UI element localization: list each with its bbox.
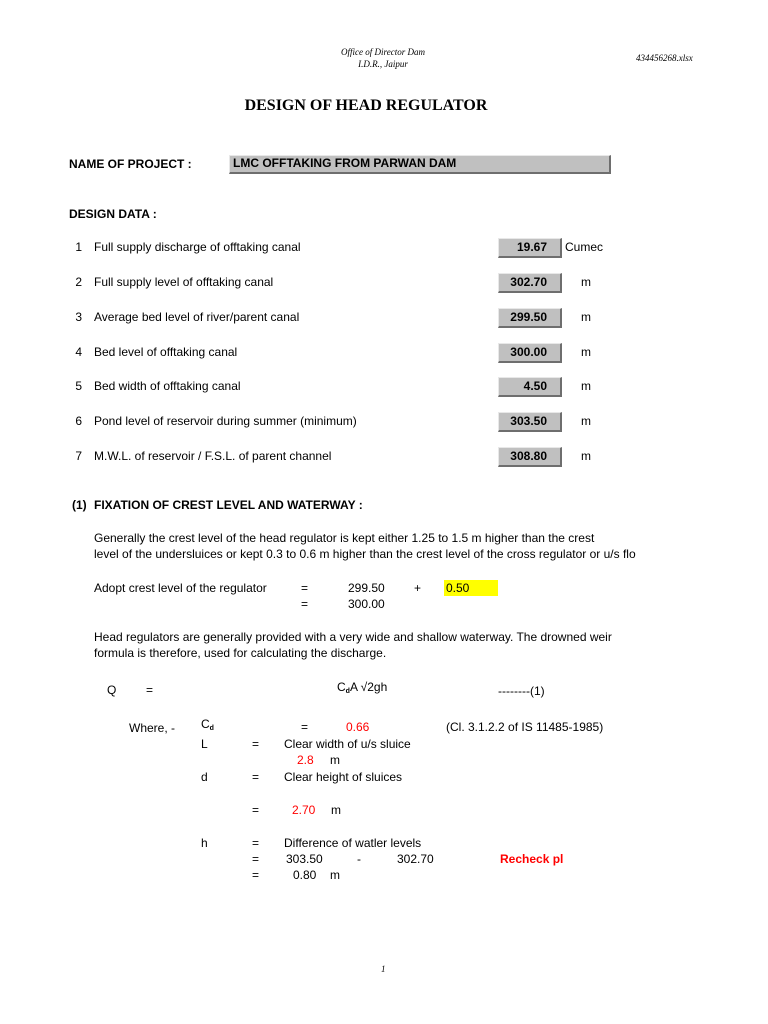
item-unit: m [581,449,591,463]
item-unit: m [581,414,591,428]
page-number: 1 [381,964,386,974]
item-label: M.W.L. of reservoir / F.S.L. of parent channel [94,449,332,463]
adopt-crest-label: Adopt crest level of the regulator [94,581,267,595]
l-description: Clear width of u/s sluice [284,737,411,751]
l-symbol: L [201,737,208,751]
office-name-line1: Office of Director Dam [341,47,425,57]
unit: m [330,868,340,882]
formula-lhs: Q [107,683,117,697]
item-label: Full supply level of offtaking canal [94,275,274,289]
item-number: 3 [75,310,82,324]
item-value-box: 300.00 [498,343,562,363]
item-number: 2 [75,275,82,289]
h-symbol: h [201,836,208,850]
base-value: 299.50 [348,581,385,595]
recheck-warning: Recheck pl [500,852,564,866]
equals-sign: = [252,836,260,850]
head-difference-result: 0.80 [293,868,317,882]
coefficient-subscript: d [345,688,350,695]
formula-rhs [337,680,387,695]
item-number: 6 [75,414,82,428]
section-number: (1) [72,498,87,512]
item-value-box: 308.80 [498,447,562,467]
equation-reference: --------(1) [498,684,545,698]
item-label: Bed level of offtaking canal [94,345,238,359]
sluice-width-value: 2.8 [297,753,314,767]
cd-symbol: $C_d$ [201,717,214,732]
equals-sign: = [301,720,309,734]
item-label: Full supply discharge of offtaking canal [94,240,301,254]
paragraph-line: Head regulators are generally provided with a very wide and shallow waterway. The drowned weir [94,630,612,644]
item-unit: Cumec [565,240,604,254]
equals-sign: = [252,803,260,817]
unit: m [331,803,341,817]
d-description: Clear height of sluices [284,770,403,784]
item-unit: m [581,275,591,289]
equals-sign: = [252,737,260,751]
d-symbol: d [201,770,208,784]
item-value-box: 299.50 [498,308,562,328]
project-name-field: LMC OFFTAKING FROM PARWAN DAM [229,155,611,174]
page-title: DESIGN OF HEAD REGULATOR [244,97,488,114]
item-number: 5 [75,379,82,393]
crest-level-result: 300.00 [348,597,385,611]
item-unit: m [581,310,591,324]
equals-sign: = [146,683,154,697]
minus-sign: - [357,852,361,866]
crest-increment-input[interactable]: 0.50 [444,580,498,596]
item-label: Bed width of offtaking canal [94,379,241,393]
design-data-heading: DESIGN DATA : [69,207,157,221]
equals-sign: = [252,770,260,784]
fsl-value: 302.70 [397,852,434,866]
item-unit: m [581,345,591,359]
item-value-box: 302.70 [498,273,562,293]
equals-sign: = [252,868,260,882]
item-number: 7 [75,449,82,463]
item-value-box: 303.50 [498,412,562,432]
item-label: Average bed level of river/parent canal [94,310,300,324]
code-reference: (Cl. 3.1.2.2 of IS 11485-1985) [446,720,604,734]
item-value-box: 4.50 [498,377,562,397]
coefficient-symbol: C [337,680,346,694]
file-name: 434456268.xlsx [636,53,693,63]
equals-sign: = [252,852,260,866]
item-unit: m [581,379,591,393]
sluice-height-value: 2.70 [292,803,316,817]
item-value-box: 19.67 [498,238,562,258]
office-name-line2: I.D.R., Jaipur [358,59,408,69]
paragraph-line: formula is therefore, used for calculating the discharge. [94,646,387,660]
formula-rest: A √2gh [349,680,388,694]
item-label: Pond level of reservoir during summer (minimum) [94,414,357,428]
plus-sign: + [414,581,422,595]
where-label: Where, - [129,721,176,735]
pond-level-value: 303.50 [286,852,323,866]
unit: m [330,753,340,767]
paragraph-line: level of the undersluices or kept 0.3 to 0.6 m higher than the crest level of the cross regulator or u/s flo [94,547,636,561]
item-number: 4 [75,345,82,359]
equals-sign: = [301,597,309,611]
project-label: NAME OF PROJECT : [69,157,192,171]
paragraph-line: Generally the crest level of the head regulator is kept either 1.25 to 1.5 m higher than the crest [94,531,595,545]
h-description: Difference of watler levels [284,836,422,850]
equals-sign: = [301,581,309,595]
section-heading: FIXATION OF CREST LEVEL AND WATERWAY : [94,498,363,512]
item-number: 1 [75,240,82,254]
discharge-coefficient-value: 0.66 [346,720,370,734]
